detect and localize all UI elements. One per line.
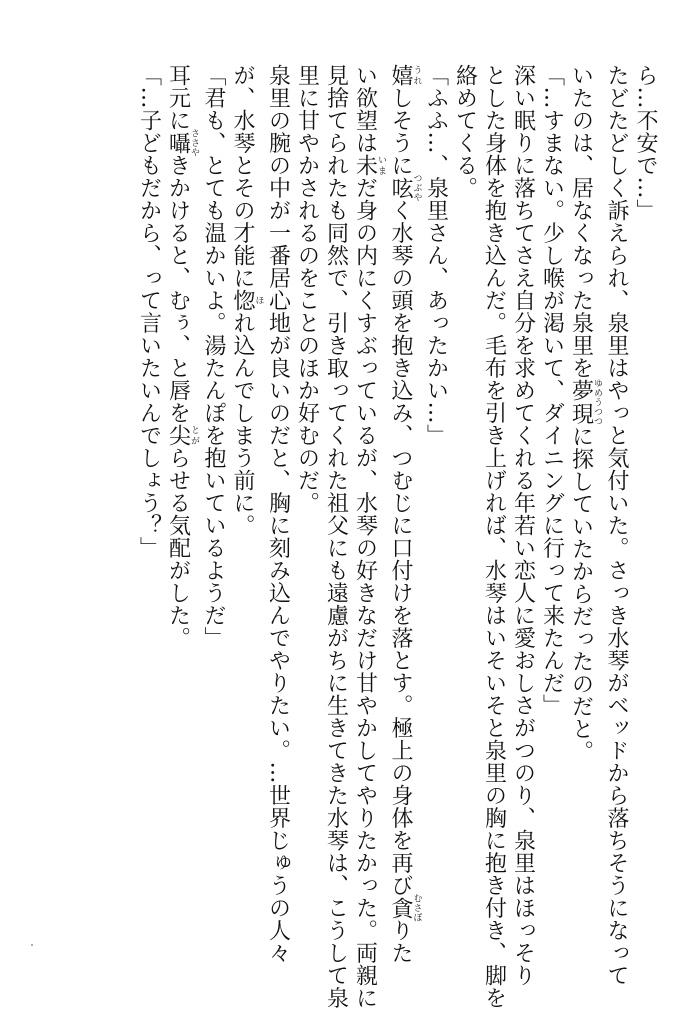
text-line: 見捨てられたも同然で、引き取ってくれた祖父にも遠慮がちに生きてきた水琴は、こうして泉	[323, 64, 349, 1009]
text-line: 耳元に囁ささやきかけると、むぅ、と唇を尖とがらせる気配がした。	[165, 64, 199, 649]
text-line: い欲望は未いまだ身の内にくすぶっているが、水琴の好きなだけ甘やかしてやりたかった。両親に	[352, 64, 386, 1009]
text-line: 絡めてくる。	[452, 64, 478, 199]
text-line: 里に甘やかされるのをことのほか好むのだ。	[294, 64, 320, 514]
text-line: 「ふふ…、泉里さん、あったかい…」	[423, 64, 449, 447]
text-line: 嬉うれしそうに呟つぶやく水琴の頭を抱き込み、つむじに口付けを落とす。極上の身体を再び貪むさぼりた	[388, 64, 422, 964]
text-line: 「君も、とても温かいよ。湯たんぽを抱いているようだ」	[201, 64, 226, 649]
text-line: 深い眠りに落ちてさえ自分を求めてくれる年若い恋人に愛おしさがつのり、泉里はほっそり	[510, 64, 536, 987]
text-line: 「…子どもだから、って言いたいんでしょう？」	[136, 64, 162, 559]
vertical-text-body	[135, 64, 661, 1009]
text-line: いたのは、居なくなった泉里を夢現ゆめうつつに探していたからだったのだと。	[568, 64, 602, 763]
text-line: 泉里の腕の中が一番居心地が良いのだと、胸に刻み込んでやりたい。…世界じゅうの人々	[265, 64, 291, 964]
text-line: たどたどしく訴えられ、泉里はやっと気付いた。さっき水琴がベッドから落ちそうになって	[604, 64, 629, 987]
text-line: ら…不安で…」	[633, 64, 658, 222]
text-line: 「…すまない。少し喉が渇いて、ダイニングに行って来たんだ」	[539, 64, 565, 717]
text-line: とした身体を抱き込んだ。毛布を引き上げれば、水琴はいそいそと泉里の胸に抱き付き、脚を	[481, 64, 507, 1009]
text-line: が、水琴とその才能に惚ほれ込んでしまう前に。	[230, 64, 264, 537]
page-dot	[31, 944, 33, 946]
